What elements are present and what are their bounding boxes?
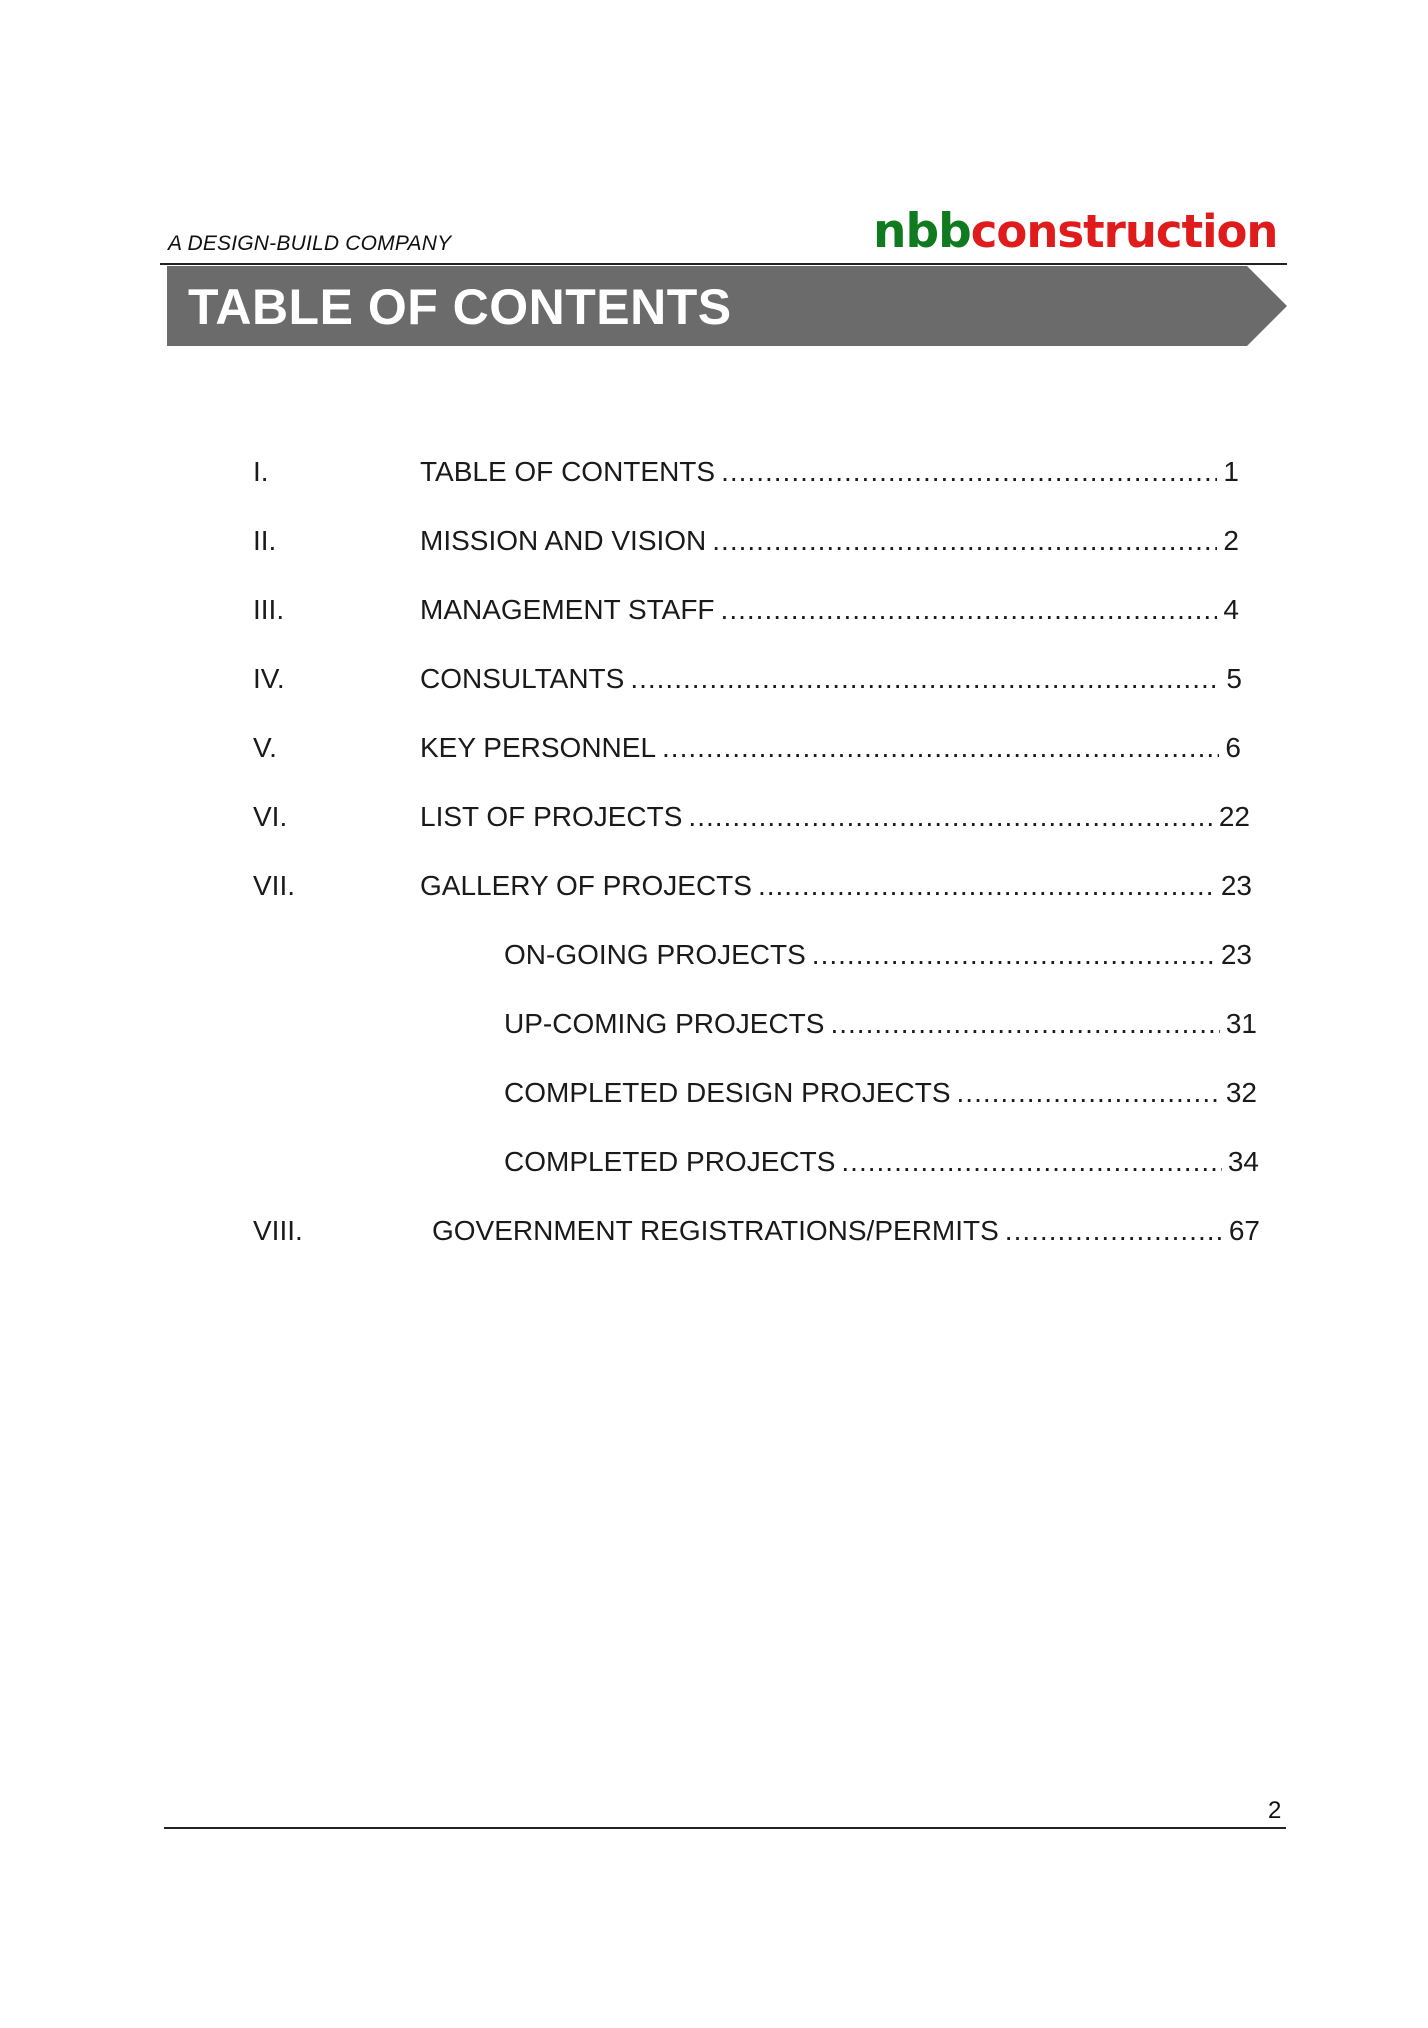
toc-entry[interactable] [0,663,1428,703]
toc-leader-dots [957,1077,1220,1109]
toc-entry-page: 23 [1220,939,1252,970]
toc-entry[interactable] [0,1146,1428,1186]
toc-entry-line [420,456,1239,488]
toc-entry-line [420,525,1239,557]
toc-entry-title: ON-GOING PROJECTS [504,939,806,970]
toc-entry-line [420,870,1252,902]
toc-entry-number: IV. [253,663,285,694]
company-tagline: A DESIGN-BUILD COMPANY [168,232,452,255]
toc-entry[interactable] [0,732,1428,772]
page-number: 2 [1268,1797,1282,1824]
toc-entry[interactable] [0,870,1428,910]
page-title: TABLE OF CONTENTS [188,279,732,335]
toc-entry[interactable] [0,939,1428,979]
toc-entry-title: MISSION AND VISION [420,525,707,556]
toc-entry[interactable] [0,1077,1428,1117]
toc-entry-page: 22 [1218,801,1250,832]
logo-wordmark: construction [970,205,1278,258]
toc-leader-dots [721,594,1218,626]
toc-entry-page: 2 [1223,525,1239,556]
toc-entry-number: V. [253,732,277,763]
toc-entry-line [420,594,1239,626]
toc-entry-number: VIII. [253,1215,303,1246]
toc-entry-title: UP-COMING PROJECTS [504,1008,825,1039]
toc-entry-title: CONSULTANTS [420,663,625,694]
toc-leader-dots [688,801,1212,833]
toc-entry-number: III. [253,594,285,625]
toc-leader-dots [812,939,1215,971]
toc-entry-number: I. [253,456,269,487]
toc-leader-dots [1005,1215,1223,1247]
toc-entry-page: 23 [1220,870,1252,901]
toc-entry-line [504,1077,1257,1109]
toc-leader-dots [758,870,1215,902]
toc-entry-page: 67 [1228,1215,1260,1246]
toc-entry-page: 4 [1223,594,1239,625]
toc-entry-line [420,801,1250,833]
toc-entry-title: COMPLETED DESIGN PROJECTS [504,1077,951,1108]
toc-entry[interactable] [0,1215,1428,1255]
toc-leader-dots [662,732,1219,764]
toc-entry-page: 34 [1227,1146,1259,1177]
toc-entry-line [504,1008,1257,1040]
toc-entry-title: MANAGEMENT STAFF [420,594,715,625]
toc-entry-line [420,732,1241,764]
toc-leader-dots [630,663,1220,695]
toc-entry-line [504,1146,1259,1178]
toc-entry-title: TABLE OF CONTENTS [420,456,716,487]
toc-entry-number: VI. [253,801,288,832]
footer-divider [164,1827,1286,1829]
logo-mark: nbb [873,204,971,259]
toc-entry-title: COMPLETED PROJECTS [504,1146,836,1177]
toc-entry-line [504,939,1252,971]
toc-entry-page: 6 [1225,732,1241,763]
toc-entry-line [432,1215,1260,1247]
toc-entry-number: II. [253,525,277,556]
toc-entry-page: 31 [1225,1008,1257,1039]
toc-entry-title: KEY PERSONNEL [420,732,657,763]
toc-leader-dots [712,525,1217,557]
toc-leader-dots [721,456,1217,488]
toc-entry[interactable] [0,525,1428,565]
toc-entry[interactable] [0,456,1428,496]
toc-entry[interactable] [0,594,1428,634]
toc-entry-page: 32 [1225,1077,1257,1108]
toc-entry-title: GALLERY OF PROJECTS [420,870,752,901]
toc-entry[interactable] [0,801,1428,841]
toc-leader-dots [830,1008,1219,1040]
toc-entry-page: 1 [1223,456,1239,487]
toc-entry[interactable] [0,1008,1428,1048]
toc-entry-title: GOVERNMENT REGISTRATIONS/PERMITS [432,1215,999,1246]
toc-leader-dots [841,1146,1221,1178]
toc-entry-line [420,663,1242,695]
toc-entry-number: VII. [253,870,296,901]
toc-entry-page: 5 [1226,663,1242,694]
toc-entry-title: LIST OF PROJECTS [420,801,683,832]
